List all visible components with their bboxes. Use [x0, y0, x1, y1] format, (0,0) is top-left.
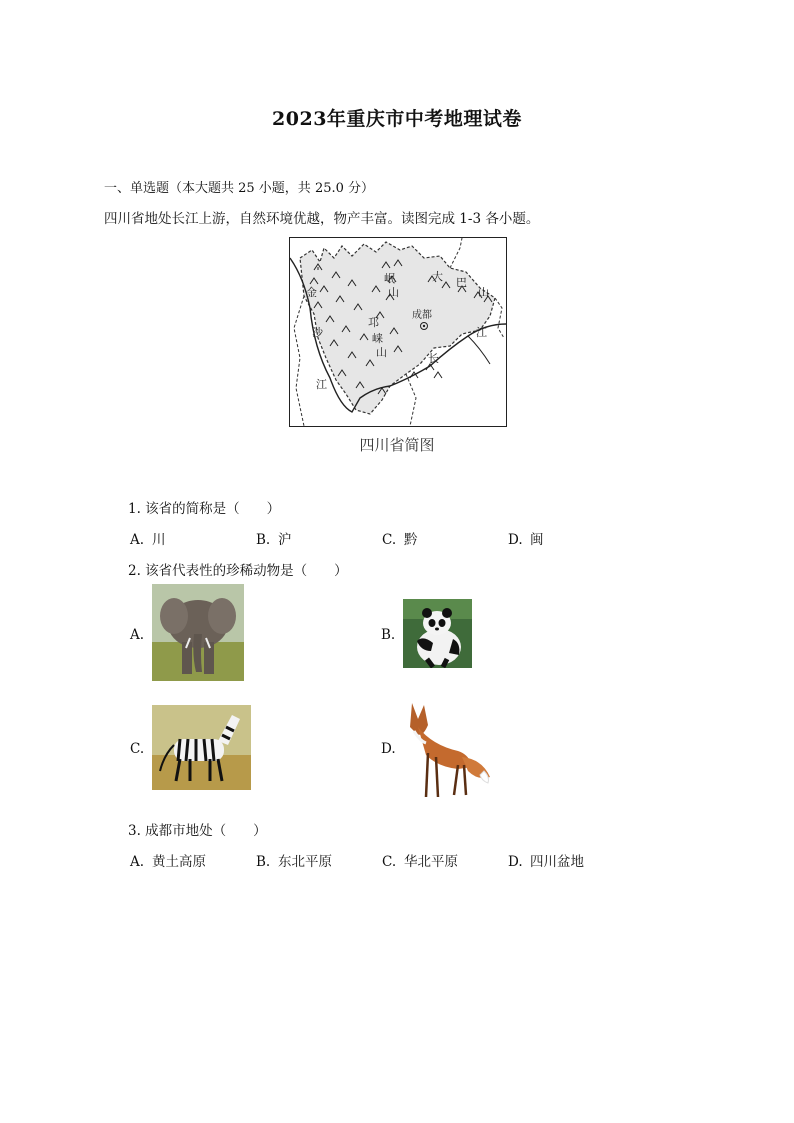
map-label-da: 大: [432, 270, 443, 283]
sichuan-map: [289, 237, 507, 427]
option-text: 闽: [530, 532, 544, 548]
province-shape: [300, 242, 495, 414]
q2-option-b-label[interactable]: B.: [381, 627, 396, 643]
option-text: 川: [152, 532, 166, 548]
elephant-image[interactable]: [152, 584, 244, 685]
option-label: A.: [130, 532, 145, 548]
map-label-qiong: 邛: [368, 316, 379, 329]
option-label: A.: [130, 854, 145, 870]
intro-text: 四川省地处长江上游，自然环境优越，物产丰富。读图完成 1-3 各小题。: [104, 211, 540, 227]
map-label-lai: 崃: [372, 332, 383, 345]
option-label: C.: [382, 854, 397, 870]
map-label-jiang-east: 江: [476, 326, 487, 339]
option-label: D.: [508, 854, 523, 870]
elephant-photo: [152, 584, 244, 681]
q2-option-d-label[interactable]: D.: [381, 741, 396, 757]
q1-option-c[interactable]: [382, 528, 418, 548]
option-label: D.: [508, 532, 523, 548]
chengdu-dot: [423, 325, 425, 327]
section-heading: 一、单选题（本大题共 25 小题，共 25.0 分）: [104, 181, 375, 196]
map-label-sha: 沙: [312, 326, 323, 339]
fox-image[interactable]: [402, 697, 492, 807]
option-text: 黔: [404, 532, 418, 548]
zebra-photo: [152, 705, 251, 790]
panda-photo: [403, 599, 472, 668]
q3-option-c[interactable]: [382, 850, 458, 870]
option-text: 东北平原: [278, 854, 332, 870]
map-figure: [290, 238, 506, 426]
border-line: [406, 374, 416, 426]
q1-option-a[interactable]: [130, 528, 166, 548]
page-title: 2023年重庆市中考地理试卷: [272, 108, 522, 130]
question-3-stem: 3. 成都市地处（ ）: [128, 823, 267, 839]
map-label-chengdu: 成都: [412, 310, 432, 321]
panda-image[interactable]: [403, 599, 472, 672]
option-label: C.: [382, 532, 397, 548]
map-label-jin: 金: [306, 286, 317, 299]
option-text: 黄土高原: [152, 854, 206, 870]
question-2-stem: 2. 该省代表性的珍稀动物是（ ）: [128, 563, 348, 579]
border-line: [294, 296, 304, 426]
question-1-stem: 1. 该省的简称是（ ）: [128, 501, 281, 517]
option-text: 华北平原: [404, 854, 458, 870]
border-line: [450, 238, 462, 268]
map-label-jiang-west: 江: [316, 378, 327, 391]
q3-option-a[interactable]: [130, 850, 206, 870]
q1-option-b[interactable]: [256, 528, 292, 548]
river-line: [468, 336, 490, 364]
map-label-min: 岷: [384, 272, 395, 285]
map-label-ba: 巴: [456, 276, 467, 289]
q3-option-b[interactable]: [256, 850, 332, 870]
zebra-image[interactable]: [152, 705, 251, 794]
map-label-min-shan: 山: [388, 286, 399, 299]
q2-option-c-label[interactable]: C.: [130, 741, 145, 757]
map-caption: 四川省简图: [359, 436, 435, 454]
border-line: [495, 298, 504, 338]
option-label: B.: [256, 854, 271, 870]
map-label-qiong-shan: 山: [376, 346, 387, 359]
option-text: 四川盆地: [530, 854, 584, 870]
fox-photo: [402, 697, 492, 803]
q2-option-a-label[interactable]: A.: [130, 627, 145, 643]
option-text: 沪: [278, 532, 292, 548]
map-label-daba-shan: 山: [478, 286, 489, 299]
q1-option-d[interactable]: [508, 528, 544, 548]
map-label-chang: 长: [428, 352, 439, 365]
option-label: B.: [256, 532, 271, 548]
q3-option-d[interactable]: [508, 850, 584, 870]
